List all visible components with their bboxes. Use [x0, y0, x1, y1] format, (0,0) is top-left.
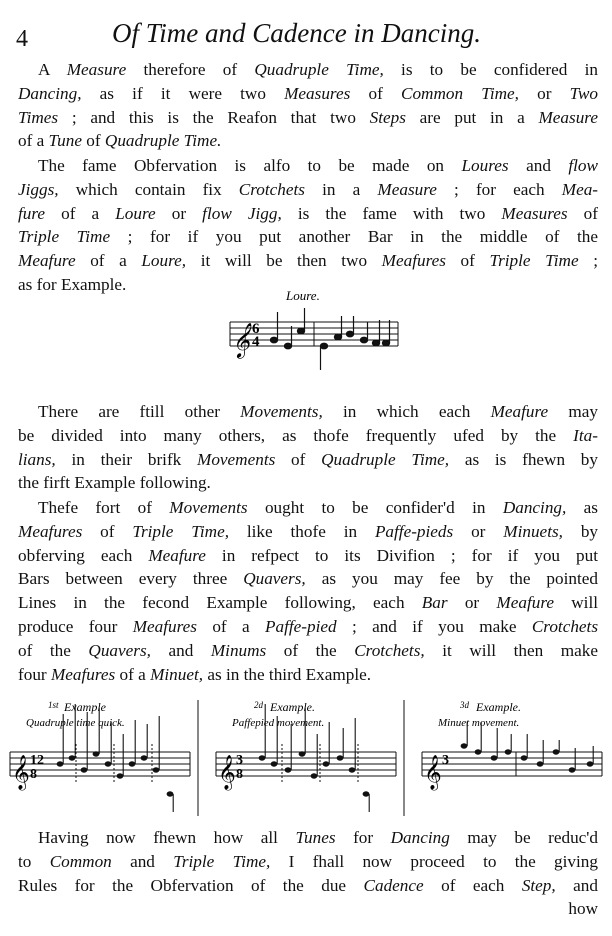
text-run: the firft Example following.: [18, 473, 211, 493]
note-head: [491, 755, 498, 760]
text-run: therefore of: [126, 60, 255, 79]
text-line: [18, 639, 598, 663]
example-ordinal: 2d: [254, 700, 263, 710]
text-run: ; for if you put another Bar in the middle of the: [110, 227, 598, 247]
italic-term: Loure,: [141, 251, 187, 271]
text-run: and: [555, 875, 598, 895]
italic-term: Meafures: [132, 616, 197, 636]
italic-term: fure: [18, 203, 46, 223]
note-head: [105, 761, 112, 766]
text-line: [18, 874, 598, 898]
page-number: 4: [16, 26, 28, 52]
note-head: [323, 761, 330, 766]
note-head: [259, 755, 266, 760]
text-run: for: [335, 828, 391, 847]
text-run: Bars between every three: [18, 569, 244, 589]
note-head: [299, 751, 306, 756]
text-run: of the: [18, 640, 89, 660]
time-sig-bottom: 8: [30, 767, 37, 782]
text-run: obferving each: [18, 545, 149, 565]
text-line: [18, 154, 598, 178]
italic-term: Step,: [521, 875, 556, 895]
italic-term: Loures: [461, 156, 509, 175]
text-run: in their brifk: [55, 449, 198, 469]
text-run: may: [548, 402, 598, 421]
italic-term: Mea-: [561, 179, 598, 199]
text-run: may be reduc'd: [449, 828, 598, 847]
text-run: of: [567, 203, 598, 223]
italic-term: Triple Time,: [173, 851, 271, 871]
text-run: will: [554, 593, 598, 613]
italic-term: Dancing,: [502, 498, 567, 517]
italic-term: Loure: [115, 203, 156, 223]
note-head: [521, 755, 528, 760]
time-sig-top: 12: [30, 753, 44, 768]
paragraph-4: [18, 496, 598, 686]
italic-term: Triple Time: [18, 227, 111, 247]
italic-term: Minums: [210, 640, 267, 660]
paragraph-5: [18, 826, 598, 921]
note-head: [311, 773, 318, 778]
italic-term: Crotchets: [238, 179, 305, 199]
text-run: four: [18, 664, 51, 684]
text-run: is the fame with two: [281, 203, 502, 223]
text-run: of a: [115, 664, 151, 684]
italic-term: Minuet,: [150, 664, 204, 684]
text-run: in which each: [322, 402, 491, 421]
time-sig-top: 3: [236, 753, 243, 768]
text-run: of: [81, 131, 105, 151]
text-line: [18, 826, 598, 850]
text-run: it will be then two: [186, 251, 382, 271]
text-line: [18, 850, 598, 874]
text-line: [18, 82, 598, 106]
text-line: [18, 249, 598, 273]
text-run: as in the third Example.: [203, 664, 372, 684]
paragraph-1: [18, 58, 598, 153]
italic-term: Quavers,: [88, 640, 151, 660]
note-head: [271, 761, 278, 766]
text-line: [18, 615, 598, 639]
example-3: [422, 700, 602, 791]
italic-term: Paffe-pied: [265, 616, 337, 636]
italic-term: Measures: [501, 203, 568, 223]
italic-term: Bar: [421, 593, 448, 613]
italic-term: Common: [49, 851, 112, 871]
text-run: of each: [423, 875, 522, 895]
note-head: [153, 767, 160, 772]
italic-term: flow: [568, 156, 598, 175]
text-line: [18, 202, 598, 226]
text-run: of: [275, 449, 322, 469]
example-subtitle: Paffepied movement.: [232, 717, 325, 729]
treble-clef-icon: 𝄞: [12, 756, 30, 789]
loure-caption: Loure.: [286, 288, 320, 303]
italic-term: Measure: [66, 60, 127, 79]
italic-term: Measure: [538, 107, 598, 127]
text-run: or: [447, 593, 497, 613]
text-run: of the: [266, 640, 355, 660]
italic-term: Measures: [284, 83, 351, 103]
text-line: [18, 106, 598, 130]
example-subtitle: Quadruple time quick.: [26, 717, 125, 729]
loure-time-bottom: 4: [252, 334, 260, 350]
text-run: The fame Obfervation is alfo to be made on: [38, 156, 462, 175]
italic-term: flow Jigg,: [202, 203, 282, 223]
italic-term: Meafure: [148, 545, 206, 565]
text-run: to: [18, 851, 50, 871]
italic-term: Movements: [169, 498, 248, 517]
note-head: [81, 767, 88, 772]
text-run: ; and if you make: [336, 616, 532, 636]
italic-term: lians,: [18, 449, 56, 469]
text-run: of: [445, 251, 490, 271]
italic-term: Movements: [197, 449, 276, 469]
text-run: ;: [578, 251, 598, 271]
example-ordinal: 1st: [48, 700, 59, 710]
text-run: of a: [196, 616, 265, 636]
text-run: of: [82, 521, 133, 541]
italic-term: Movements,: [240, 402, 323, 421]
text-run: Rules for the Obfervation of the due: [18, 875, 364, 895]
italic-term: Paffe-pieds: [374, 521, 454, 541]
text-run: and: [111, 851, 174, 871]
text-run: ; for each: [436, 179, 562, 199]
italic-term: Meafures: [381, 251, 446, 271]
example-ordinal: 3d: [460, 700, 469, 710]
italic-term: Measure: [377, 179, 437, 199]
note-head: [167, 791, 174, 796]
text-run: produce four: [18, 616, 133, 636]
text-run: ought to be confider'd in: [247, 498, 503, 517]
note-head: [285, 767, 292, 772]
example-2: [216, 700, 396, 812]
italic-term: Triple Time: [489, 251, 579, 271]
italic-term: Tunes: [295, 828, 336, 847]
text-run: as if it were two: [81, 83, 285, 103]
text-run: ; and this is the Reafon that two: [58, 107, 370, 127]
text-line: [18, 424, 598, 448]
text-run: of: [350, 83, 401, 103]
text-run: or: [518, 83, 570, 103]
text-line: [18, 471, 598, 495]
italic-term: Quadruple Time,: [321, 449, 450, 469]
loure-music-figure: [226, 282, 406, 382]
italic-term: Dancing,: [18, 83, 82, 103]
note-head: [117, 773, 124, 778]
note-head: [461, 743, 468, 748]
text-run: in a: [305, 179, 378, 199]
text-line: [18, 129, 598, 153]
text-run: as: [566, 498, 598, 517]
loure-clef: 𝄞: [232, 324, 250, 357]
paragraph-3: [18, 400, 598, 495]
note-head: [93, 751, 100, 756]
text-line: [18, 400, 598, 424]
text-line: [18, 178, 598, 202]
text-run: and: [150, 640, 211, 660]
loure-time-top: 6: [252, 321, 260, 337]
note-head: [349, 767, 356, 772]
text-run: like thofe in: [229, 521, 375, 541]
note-head: [363, 791, 370, 796]
text-run: I fhall now proceed to the giving: [270, 851, 598, 871]
text-run: as is fhewn by: [449, 449, 598, 469]
italic-term: Minuets,: [503, 521, 563, 541]
italic-term: Times: [18, 107, 59, 127]
text-run: Thefe fort of: [38, 498, 170, 517]
note-head: [57, 761, 64, 766]
text-run: as for Example.: [18, 274, 127, 294]
example-1: [10, 700, 190, 812]
italic-term: Tune: [48, 131, 82, 151]
italic-term: Quavers,: [243, 569, 306, 589]
italic-term: Common Time,: [401, 83, 519, 103]
text-run: be divided into many others, as thofe frequently ufed by the: [18, 425, 574, 445]
text-run: is to be confidered in: [383, 60, 598, 79]
time-sig-top: 3: [442, 753, 449, 768]
note-head: [569, 767, 576, 772]
text-line: [18, 567, 598, 591]
text-line: [18, 58, 598, 82]
italic-term: Meafures: [50, 664, 116, 684]
text-run: in refpect to its Divifion ; for if you put: [205, 545, 598, 565]
text-run: it will then make: [424, 640, 598, 660]
treble-clef-icon: 𝄞: [424, 756, 442, 789]
text-run: of a: [45, 203, 116, 223]
italic-term: Cadence: [363, 875, 424, 895]
example-subtitle: Minuet movement.: [438, 717, 520, 729]
italic-term: Ita-: [573, 425, 598, 445]
note-head: [537, 761, 544, 766]
italic-term: Crotchets: [531, 616, 598, 636]
text-line: [18, 448, 598, 472]
text-run: or: [155, 203, 203, 223]
note-head: [505, 749, 512, 754]
italic-term: Steps: [369, 107, 406, 127]
text-line: [18, 225, 598, 249]
italic-term: Quadruple Time.: [104, 131, 222, 151]
text-run: are put in a: [405, 107, 539, 127]
example-title: Example.: [476, 700, 521, 714]
text-run: Lines in the fecond Example following, each: [18, 593, 422, 613]
text-line: [18, 520, 598, 544]
italic-term: Meafure: [496, 593, 554, 613]
text-run: of a: [18, 131, 49, 151]
italic-term: Two: [569, 83, 598, 103]
text-line: [18, 544, 598, 568]
text-line: [18, 496, 598, 520]
text-run: by: [562, 521, 598, 541]
text-run: A: [38, 60, 67, 79]
text-run: There are ftill other: [38, 402, 241, 421]
note-head: [475, 749, 482, 754]
time-sig-bottom: 8: [236, 767, 243, 782]
italic-term: Meafures: [18, 521, 83, 541]
italic-term: Quadruple Time,: [254, 60, 384, 79]
paragraph-2: [18, 154, 598, 297]
italic-term: Jiggs,: [18, 179, 59, 199]
examples-music-figure: [0, 694, 612, 820]
italic-term: Meafure: [490, 402, 549, 421]
italic-term: Dancing: [390, 828, 450, 847]
note-head: [587, 761, 594, 766]
italic-term: Meafure: [18, 251, 76, 271]
treble-clef-icon: 𝄞: [218, 756, 236, 789]
example-title: Example: [64, 700, 106, 714]
loure-notes: [270, 308, 389, 370]
italic-term: Crotchets,: [354, 640, 425, 660]
text-run: of a: [75, 251, 142, 271]
text-run: as you may fee by the pointed: [305, 569, 598, 589]
text-line: [18, 663, 598, 687]
text-run: or: [453, 521, 504, 541]
note-head: [69, 755, 76, 760]
italic-term: Triple Time,: [132, 521, 230, 541]
text-line: [18, 591, 598, 615]
running-title: Of Time and Cadence in Dancing.: [112, 18, 481, 48]
note-head: [129, 761, 136, 766]
text-run: and: [508, 156, 569, 175]
note-head: [337, 755, 344, 760]
catchword: how: [568, 899, 598, 919]
note-head: [141, 755, 148, 760]
text-run: which contain fix: [58, 179, 239, 199]
note-head: [553, 749, 560, 754]
example-title: Example.: [270, 700, 315, 714]
text-run: Having now fhewn how all: [38, 828, 296, 847]
